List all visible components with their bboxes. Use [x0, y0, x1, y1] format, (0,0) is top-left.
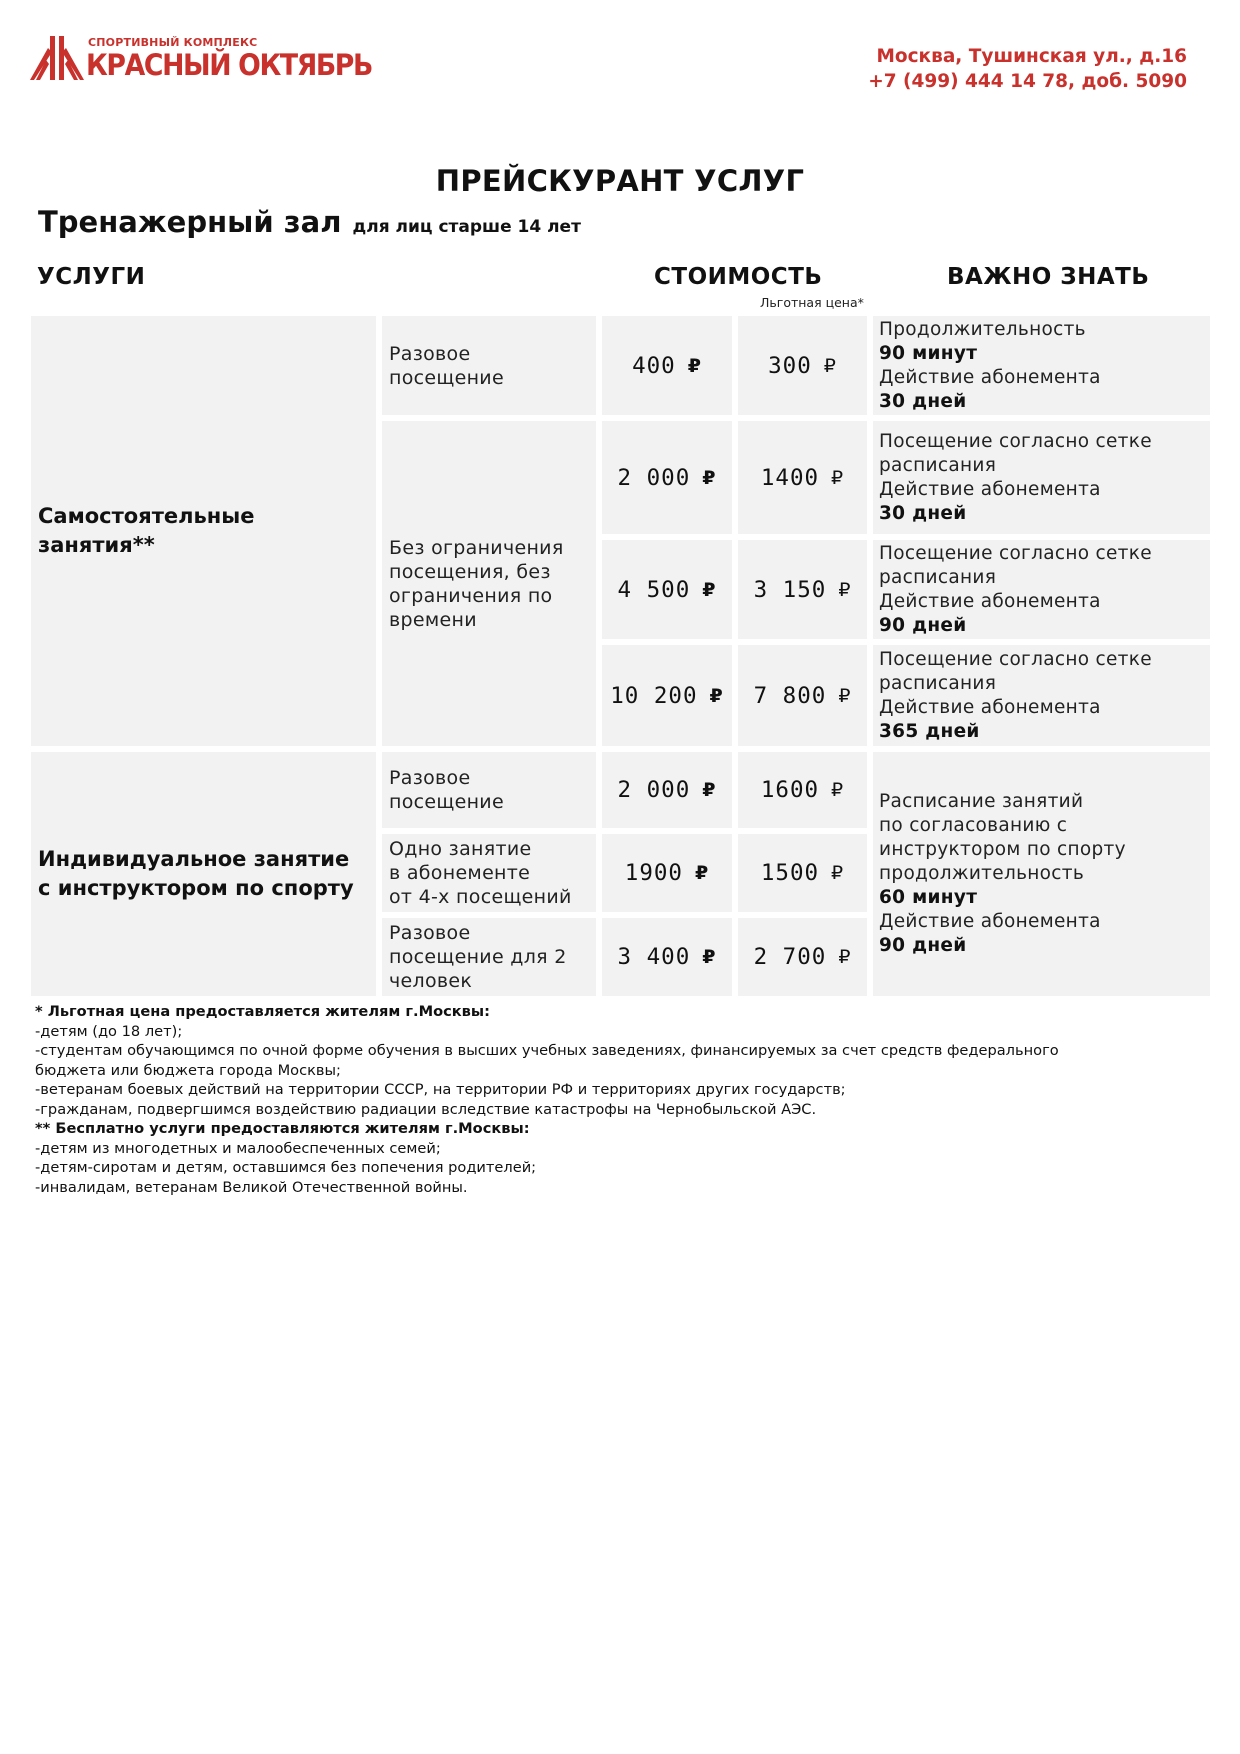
preferential-price: 3 150 ₽ — [738, 540, 867, 639]
logo-name: КРАСНЫЙ ОКТЯБРЬ — [86, 48, 372, 82]
price: 400 ₽ — [602, 316, 732, 415]
info-cell: Расписание занятий по согласованию с инструктором по спорту продолжительность 60 минут Действие абонемента 90 дней — [873, 752, 1210, 996]
price: 2 000 ₽ — [602, 752, 732, 828]
section-note: для лиц старше 14 лет — [352, 217, 581, 237]
price: 10 200 ₽ — [602, 645, 732, 746]
logo-tagline: СПОРТИВНЫЙ КОМПЛЕКС — [88, 36, 258, 49]
service-visit-for-two: Разовое посещение для 2 человек — [382, 918, 596, 996]
service-unlimited: Без ограничения посещения, без ограничения по времени — [382, 421, 596, 746]
info-cell: Посещение согласно сетке расписания Действие абонемента 30 дней — [873, 421, 1210, 534]
service-subscription-session: Одно занятие в абонементе от 4-х посещений — [382, 834, 596, 912]
preferential-price: 1400 ₽ — [738, 421, 867, 534]
footnote-line: -инвалидам, ветеранам Великой Отечественной войны. — [35, 1178, 468, 1196]
column-services: УСЛУГИ — [37, 264, 146, 290]
logo-emblem-icon — [30, 36, 84, 84]
footnotes — [35, 1002, 1215, 1197]
price: 1900 ₽ — [602, 834, 732, 912]
price: 3 400 ₽ — [602, 918, 732, 996]
column-info: ВАЖНО ЗНАТЬ — [947, 264, 1150, 290]
service-single-visit: Разовое посещение — [382, 752, 596, 828]
group-name-personal-training: Индивидуальное занятие с инструктором по спорту — [31, 752, 376, 996]
info-cell: Посещение согласно сетке расписания Действие абонемента 365 дней — [873, 645, 1210, 746]
info-cell: Посещение согласно сетке расписания Действие абонемента 90 дней — [873, 540, 1210, 639]
footnote-line: -гражданам, подвергшимся воздействию радиации вследствие катастрофы на Чернобыльской АЭС. — [35, 1100, 817, 1118]
section-name: Тренажерный зал — [38, 205, 342, 239]
column-cost-note: Льготная цена* — [760, 295, 864, 310]
phone: +7 (499) 444 14 78, доб. 5090 — [868, 71, 1187, 92]
info-cell: Продолжительность 90 минут Действие абонемента 30 дней — [873, 316, 1210, 415]
page-title: ПРЕЙСКУРАНТ УСЛУГ — [435, 164, 805, 198]
price: 2 000 ₽ — [602, 421, 732, 534]
contacts — [868, 44, 1187, 94]
service-single-visit: Разовое посещение — [382, 316, 596, 415]
section-title — [38, 205, 581, 239]
preferential-price: 7 800 ₽ — [738, 645, 867, 746]
price: 4 500 ₽ — [602, 540, 732, 639]
footnote-line: * Льготная цена предоставляется жителям г.Москвы: — [35, 1003, 490, 1020]
preferential-price: 1500 ₽ — [738, 834, 867, 912]
group-name-self-training: Самостоятельные занятия** — [31, 316, 376, 746]
logo — [30, 36, 372, 88]
footnote-line: -детям (до 18 лет); — [35, 1022, 183, 1040]
footnote-line: бюджета или бюджета города Москвы; — [35, 1061, 341, 1079]
preferential-price: 300 ₽ — [738, 316, 867, 415]
footnote-line: -детям из многодетных и малообеспеченных семей; — [35, 1139, 441, 1157]
preferential-price: 1600 ₽ — [738, 752, 867, 828]
footnote-line: -детям-сиротам и детям, оставшимся без попечения родителей; — [35, 1159, 537, 1176]
footnote-line: -студентам обучающимся по очной форме обучения в высших учебных заведениях, финансируемых за счет средств федерального — [35, 1042, 1059, 1059]
column-cost: СТОИМОСТЬ — [654, 264, 823, 290]
footnote-line: -ветеранам боевых действий на территории СССР, на территории РФ и территориях других государств; — [35, 1081, 846, 1098]
footnote-line: ** Бесплатно услуги предоставляются жителям г.Москвы: — [35, 1120, 530, 1137]
preferential-price: 2 700 ₽ — [738, 918, 867, 996]
address: Москва, Тушинская ул., д.16 — [876, 46, 1187, 67]
